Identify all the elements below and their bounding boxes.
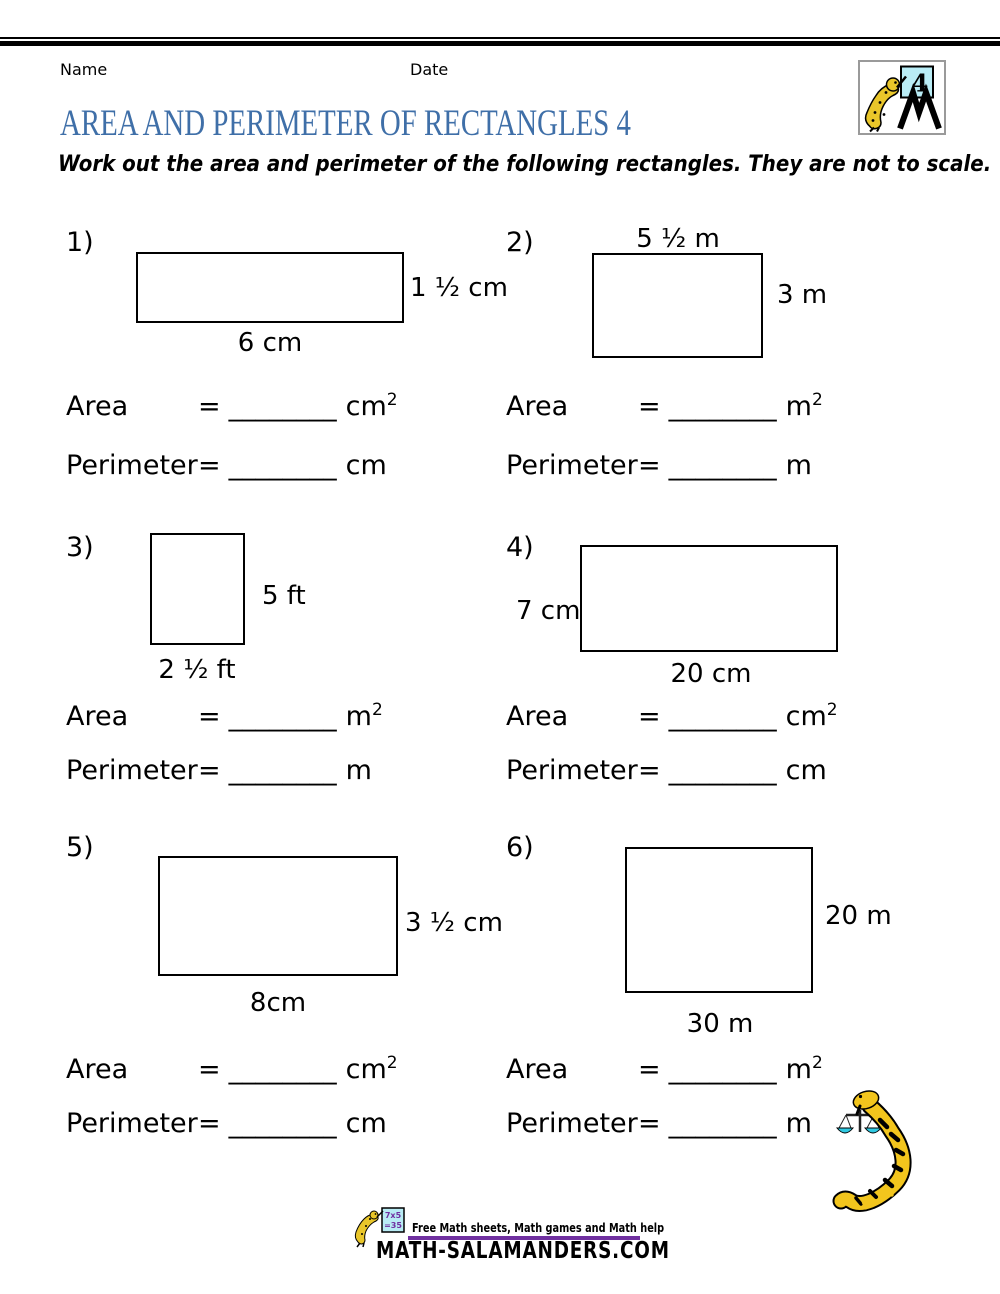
problem-number: 3) (66, 532, 94, 563)
perimeter-answer-blank: ________ (668, 755, 777, 786)
rectangle-width-label: 2 ½ ft (158, 655, 236, 685)
equals-sign: = (198, 450, 221, 481)
perimeter-label: Perimeter (66, 450, 198, 481)
perimeter-unit: m (785, 450, 812, 481)
area-unit (786, 390, 823, 422)
equals-sign: = (638, 391, 661, 422)
unit-exponent: 2 (811, 390, 823, 410)
rectangle-height-label: 5 ft (262, 581, 306, 611)
perimeter-answer-row (506, 755, 827, 786)
area-answer-blank: ________ (228, 701, 337, 732)
perimeter-answer-row (66, 755, 372, 786)
perimeter-unit: cm (785, 755, 827, 786)
unit-base: cm (345, 1054, 387, 1085)
instruction-text: Work out the area and perimeter of the following rectangles. They are not to scale. (58, 152, 992, 177)
rectangle-height-label: 3 ½ cm (405, 908, 503, 938)
logo-badge-number: 4 (911, 68, 929, 98)
rectangle-shape (136, 252, 404, 323)
unit-base: cm (785, 701, 827, 732)
equals-sign: = (198, 755, 221, 786)
area-label: Area (66, 1054, 129, 1085)
footer-tagline: Free Math sheets, Math games and Math help (412, 1220, 665, 1235)
area-label: Area (506, 391, 569, 422)
rectangle-width-label: 6 cm (237, 328, 303, 358)
area-answer-row (506, 390, 823, 422)
footer-board-line2: =35 (384, 1221, 402, 1230)
rectangle-shape (580, 545, 838, 652)
perimeter-unit: m (345, 755, 372, 786)
area-answer-blank: ________ (228, 1054, 337, 1085)
problem-number: 2) (506, 227, 534, 258)
rectangle-shape (158, 856, 398, 976)
page-title: AREA AND PERIMETER OF RECTANGLES 4 (60, 103, 631, 144)
area-label: Area (66, 391, 129, 422)
equals-sign: = (638, 755, 661, 786)
equals-sign: = (638, 1054, 661, 1085)
salamander-scale-icon (830, 1086, 935, 1216)
perimeter-answer-blank: ________ (668, 1108, 777, 1139)
perimeter-label: Perimeter (506, 450, 638, 481)
perimeter-label: Perimeter (66, 1108, 198, 1139)
rectangle-height-label: 20 m (825, 901, 892, 931)
perimeter-unit: cm (345, 450, 387, 481)
unit-exponent: 2 (826, 700, 838, 720)
unit-base: cm (345, 391, 387, 422)
area-answer-blank: ________ (668, 701, 777, 732)
area-answer-row (506, 700, 838, 732)
perimeter-unit: m (785, 1108, 812, 1139)
rectangle-width-label: 5 ½ m (636, 224, 720, 254)
problem-number: 4) (506, 532, 534, 563)
unit-base: m (785, 391, 812, 422)
area-answer-row (506, 1053, 823, 1085)
perimeter-label: Perimeter (506, 755, 638, 786)
area-answer-row (66, 390, 398, 422)
area-answer-blank: ________ (668, 1054, 777, 1085)
rectangle-width-label: 30 m (686, 1009, 754, 1039)
perimeter-answer-blank: ________ (228, 1108, 337, 1139)
rectangle-width-label: 8cm (249, 988, 307, 1018)
unit-exponent: 2 (371, 700, 383, 720)
perimeter-answer-blank: ________ (668, 450, 777, 481)
unit-exponent: 2 (386, 1053, 398, 1073)
date-label: Date (410, 60, 449, 79)
rectangle-shape (150, 533, 245, 645)
rectangle-shape (625, 847, 813, 993)
equals-sign: = (198, 1108, 221, 1139)
equals-sign: = (198, 701, 221, 732)
area-unit (346, 390, 398, 422)
top-rule-thin (0, 37, 1000, 39)
area-unit (346, 700, 383, 732)
problem-number: 5) (66, 832, 94, 863)
area-label: Area (506, 701, 569, 732)
math-salamanders-logo (858, 60, 946, 135)
equals-sign: = (638, 450, 661, 481)
perimeter-answer-blank: ________ (228, 755, 337, 786)
rectangle-shape (592, 253, 763, 358)
area-label: Area (66, 701, 129, 732)
equals-sign: = (638, 1108, 661, 1139)
equals-sign: = (638, 701, 661, 732)
rectangle-height-label: 1 ½ cm (410, 273, 508, 303)
unit-base: m (785, 1054, 812, 1085)
area-answer-row (66, 1053, 398, 1085)
footer-board-line1: 7x5 (384, 1211, 402, 1220)
footer-site-wordmark: MATH-SALAMANDERS.COM (376, 1238, 670, 1264)
perimeter-answer-row (66, 450, 387, 481)
perimeter-unit: cm (345, 1108, 387, 1139)
name-label: Name (60, 60, 108, 79)
area-unit (786, 1053, 823, 1085)
unit-exponent: 2 (811, 1053, 823, 1073)
rectangle-width-label: 20 cm (670, 659, 752, 689)
area-label: Area (506, 1054, 569, 1085)
problem-number: 6) (506, 832, 534, 863)
problem-number: 1) (66, 227, 94, 258)
top-rule-thick (0, 41, 1000, 46)
perimeter-answer-blank: ________ (228, 450, 337, 481)
salamander-easel-icon (860, 62, 944, 133)
rectangle-height-label: 3 m (777, 280, 828, 310)
unit-base: m (345, 701, 372, 732)
area-unit (786, 700, 838, 732)
area-answer-blank: ________ (228, 391, 337, 422)
area-unit (346, 1053, 398, 1085)
perimeter-label: Perimeter (506, 1108, 638, 1139)
equals-sign: = (198, 391, 221, 422)
perimeter-answer-row (506, 450, 812, 481)
equals-sign: = (198, 1054, 221, 1085)
unit-exponent: 2 (386, 390, 398, 410)
area-answer-row (66, 700, 383, 732)
area-answer-blank: ________ (668, 391, 777, 422)
rectangle-height-label: 7 cm (516, 596, 581, 626)
perimeter-label: Perimeter (66, 755, 198, 786)
perimeter-answer-row (66, 1108, 387, 1139)
perimeter-answer-row (506, 1108, 812, 1139)
